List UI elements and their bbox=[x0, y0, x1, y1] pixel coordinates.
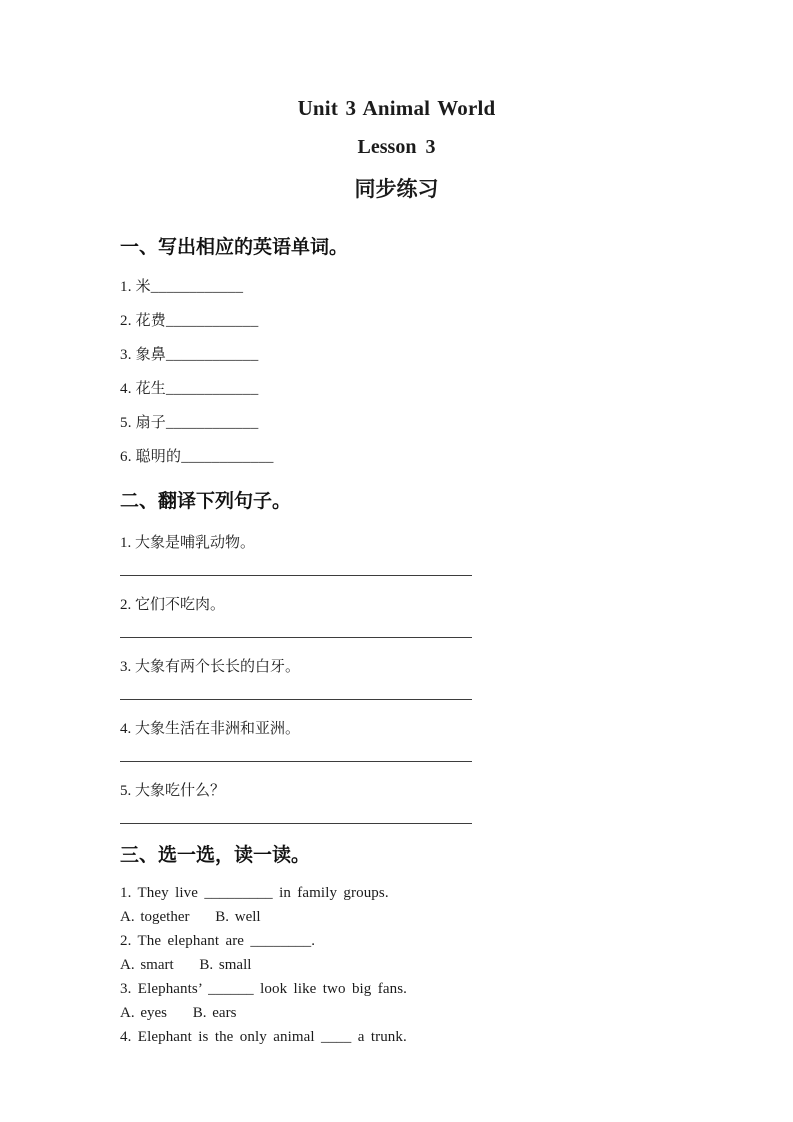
question-options bbox=[120, 905, 540, 929]
vocab-item-4: 4. 花生____________ bbox=[120, 381, 259, 397]
vocab-item-6: 6. 聪明的____________ bbox=[120, 449, 274, 465]
question-stem: 2. The elephant are ________. bbox=[120, 933, 316, 949]
answer-blank-line bbox=[120, 823, 472, 824]
section2-translation-list bbox=[120, 533, 540, 824]
vocab-item-2: 2. 花费____________ bbox=[120, 313, 259, 329]
section3-heading: 三、选一选，读一读。 bbox=[120, 845, 311, 866]
translation-sentence: 1. 大象是哺乳动物。 bbox=[120, 535, 256, 551]
option-a: A. eyes bbox=[120, 1005, 167, 1021]
translation-sentence: 5. 大象吃什么？ bbox=[120, 783, 226, 799]
answer-blank-line bbox=[120, 761, 472, 762]
option-a: A. together bbox=[120, 909, 190, 925]
choice-question-2 bbox=[120, 929, 540, 977]
question-stem: 3. Elephants’ ______ look like two big fans. bbox=[120, 981, 407, 997]
title-block bbox=[0, 0, 793, 203]
vocab-item-5: 5. 扇子____________ bbox=[120, 415, 259, 431]
translation-item-3 bbox=[120, 657, 540, 700]
section3-choice-list bbox=[120, 881, 540, 1049]
worksheet-body bbox=[120, 235, 540, 1049]
translation-item-5 bbox=[120, 781, 540, 824]
question-options bbox=[120, 953, 540, 977]
option-b: B. well bbox=[215, 909, 261, 925]
translation-item-2 bbox=[120, 595, 540, 638]
section1-vocab-list bbox=[120, 277, 540, 467]
document-title: Unit 3 Animal World bbox=[297, 96, 496, 120]
translation-sentence: 4. 大象生活在非洲和亚洲。 bbox=[120, 721, 301, 737]
practice-subtitle: 同步练习 bbox=[354, 178, 439, 201]
vocab-item-3: 3. 象鼻____________ bbox=[120, 347, 259, 363]
vocab-item-1: 1. 米____________ bbox=[120, 279, 244, 295]
question-stem: 1. They live _________ in family groups. bbox=[120, 885, 389, 901]
section1-heading: 一、写出相应的英语单词。 bbox=[120, 237, 349, 258]
answer-blank-line bbox=[120, 699, 472, 700]
translation-sentence: 2. 它们不吃肉。 bbox=[120, 597, 226, 613]
translation-item-1 bbox=[120, 533, 540, 576]
choice-question-3 bbox=[120, 977, 540, 1025]
option-b: B. ears bbox=[192, 1005, 237, 1021]
option-b: B. small bbox=[199, 957, 252, 973]
answer-blank-line bbox=[120, 575, 472, 576]
answer-blank-line bbox=[120, 637, 472, 638]
translation-item-4 bbox=[120, 719, 540, 762]
choice-question-4 bbox=[120, 1025, 540, 1049]
option-a: A. smart bbox=[120, 957, 174, 973]
section2-heading: 二、翻译下列句子。 bbox=[120, 491, 292, 512]
choice-question-1 bbox=[120, 881, 540, 929]
lesson-subtitle: Lesson 3 bbox=[357, 136, 436, 158]
question-stem: 4. Elephant is the only animal ____ a trunk. bbox=[120, 1029, 407, 1045]
question-options bbox=[120, 1001, 540, 1025]
translation-sentence: 3. 大象有两个长长的白牙。 bbox=[120, 659, 301, 675]
